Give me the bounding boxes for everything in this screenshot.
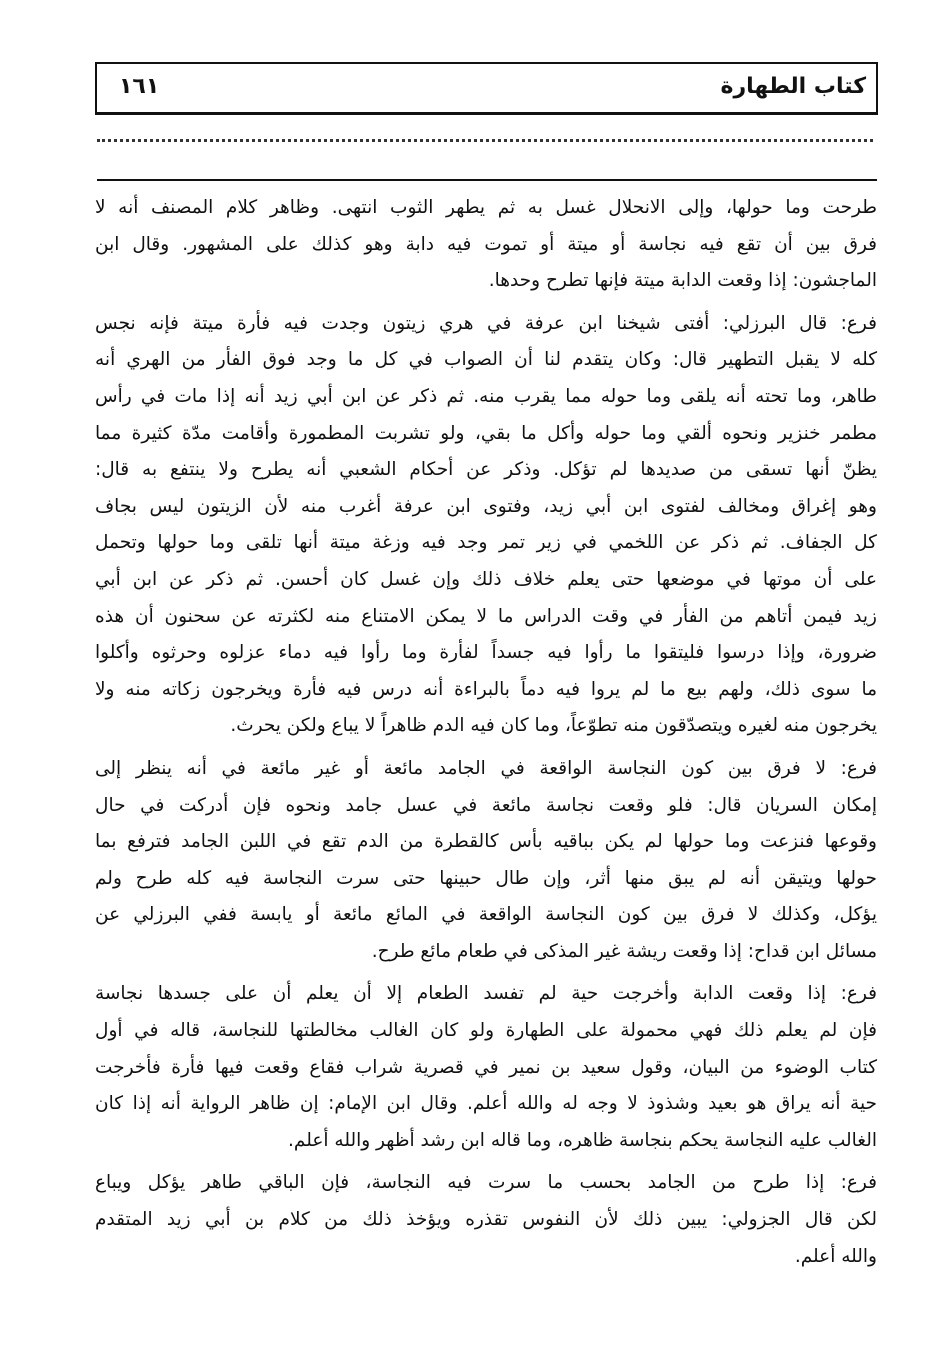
text-line: كل الجفاف. ثم ذكر عن اللخمي في زير تمر وجد فيه وزغة ميتة أنها تلقى وما حولها وتحمل <box>95 532 877 554</box>
paragraph <box>95 306 877 745</box>
chapter-title: كتاب الطهارة <box>720 74 866 99</box>
text-line: يخرجون منه لغيره ويتصدّقون منه تطوّعاً، وما كان فيه الدم ظاهراً لا يباع ولكن يحرث. <box>230 715 877 737</box>
text-line: الماجشون: إذا وقعت الدابة ميتة فإنها تطرح وحدها. <box>488 270 877 292</box>
text-line: زيد فيمن أتاهم من الفأر في وقت الدراس ما لا يمكن الامتناع منه لكثرته عن سحنون أن هذه <box>95 605 877 627</box>
text-line: يظنّ أنها تسقى من صديدها لم تؤكل. وذكر عن أحكام الشعبي أنه يطرح ولا ينتفع به قال: <box>95 459 877 481</box>
text-line: وقوعها فنزعت وما حولها لم يكن بباقيه بأس كالقطرة من الدم تقع في اللبن الجامد فترفع بما <box>95 831 877 853</box>
text-line: فرع: لا فرق بين كون النجاسة الواقعة في الجامد مائعة أو غير مائعة في أنه ينظر إلى <box>95 757 877 779</box>
running-header <box>95 62 878 115</box>
text-line: على أن موتها في موضعها حتى يعلم خلاف ذلك وإن غسل كان أحسن. ثم ذكر عن ابن أبي <box>95 568 877 590</box>
text-line: لكن قال الجزولي: يبين ذلك لأن النفوس تقذره ويؤخذ ذلك من كلام بن أبي زيد المتقدم <box>95 1209 877 1231</box>
text-line: كله لا يقبل التطهير قال: وكان يتقدم لنا أن الصواب في كل ما وجد فوق الفأر من الهري أنه <box>95 349 877 371</box>
text-line: فرع: إذا وقعت الدابة وأخرجت حية لم تفسد الطعام إلا أن يعلم أن على جسدها نجاسة <box>95 983 877 1005</box>
text-line: مسائل ابن قداح: إذا وقعت ريشة غير المذكى في طعام مائع طرح. <box>371 940 877 962</box>
text-line: يؤكل، وكذلك لا فرق بين كون النجاسة الواقعة في المائع مائعة أو يابسة ففي البرزلي عن <box>95 904 877 926</box>
text-line: إمكان السريان قال: فلو وقعت نجاسة مائعة في عسل جامد ونحوه فإن أدركت في حال <box>95 794 877 816</box>
text-line: فرق بين أن تقع فيه نجاسة أو ميتة أو تموت فيه دابة وهو كذلك على المشهور. وقال ابن <box>95 233 877 255</box>
dotted-divider <box>97 139 873 142</box>
text-line: كتاب الوضوء من البيان، وقول سعيد بن نمير في قصرية شراب فقاع وقعت فيها فأرة فأخرجت <box>95 1056 877 1078</box>
text-line: طاهر، وما تحته أنه يلقى وما حوله مما يقرب منه. ثم ذكر عن ابن أبي زيد أنه إذا مات في رأس <box>95 385 877 407</box>
paragraph <box>95 190 877 300</box>
text-line: طرحت وما حولها، وإلى الانحلال غسل به ثم يطهر الثوب انتهى. وظاهر كلام المصنف أنه لا <box>95 197 877 218</box>
text-line: فإن لم يعلم ذلك فهي محمولة على الطهارة ولو كان الغالب مخالطتها للنجاسة، قاله في أول <box>95 1020 877 1042</box>
paragraph <box>95 1165 877 1275</box>
text-line: مطمر خنزير ونحوه ألقي وما حوله وأكل ما بقي، ولو تشربت المطمورة وأقامت مدّة كثيرة مما <box>95 422 877 444</box>
text-line: فرع: إذا طرح من الجامد بحسب ما سرت فيه النجاسة، فإن الباقي طاهر يؤكل ويباع <box>95 1172 877 1194</box>
text-line: ضرورة، وإذا درسوا فليتقوا ما رأوا فيه جسداً لفأرة وما رأوا فيه دماء عزلوه وحرثوه وأكلوا <box>95 642 877 664</box>
text-line: ما سوى ذلك، ولهم بيع ما لم يروا فيه دماً بالبراءة أنه درس فيه فأرة ويخرجون زكاته منه ولا <box>95 678 877 700</box>
paragraph <box>95 976 877 1159</box>
text-line: فرع: قال البرزلي: أفتى شيخنا ابن عرفة في هري زيتون وجدت فيه فأرة ميتة فإنه نجس <box>95 312 877 334</box>
paragraph <box>95 751 877 971</box>
text-line: والله أعلم. <box>794 1245 877 1267</box>
text-line: وهو إغراق ومخالف لفتوى ابن أبي زيد، وفتوى ابن عرفة أغرب منه لأن الزيتون ليس بجاف <box>95 495 877 517</box>
page-body <box>95 190 877 1281</box>
text-line: حولها ويتيقن أنه لم يبق منها أثر، وإن طال حبينها حتى سرت النجاسة فيه كله طرح ولم <box>95 867 877 889</box>
text-line: حية أنه يراق هو بعيد وشذوذ لا وجه له والله أعلم. وقال ابن الإمام: إن ظاهر الرواية أنه إذا كان <box>95 1093 877 1115</box>
page-number: ١٦١ <box>119 74 160 99</box>
text-line: الغالب عليه النجاسة يحكم بنجاسة ظاهره، وما قاله ابن رشد أظهر والله أعلم. <box>288 1129 877 1151</box>
horizontal-rule <box>97 179 877 181</box>
